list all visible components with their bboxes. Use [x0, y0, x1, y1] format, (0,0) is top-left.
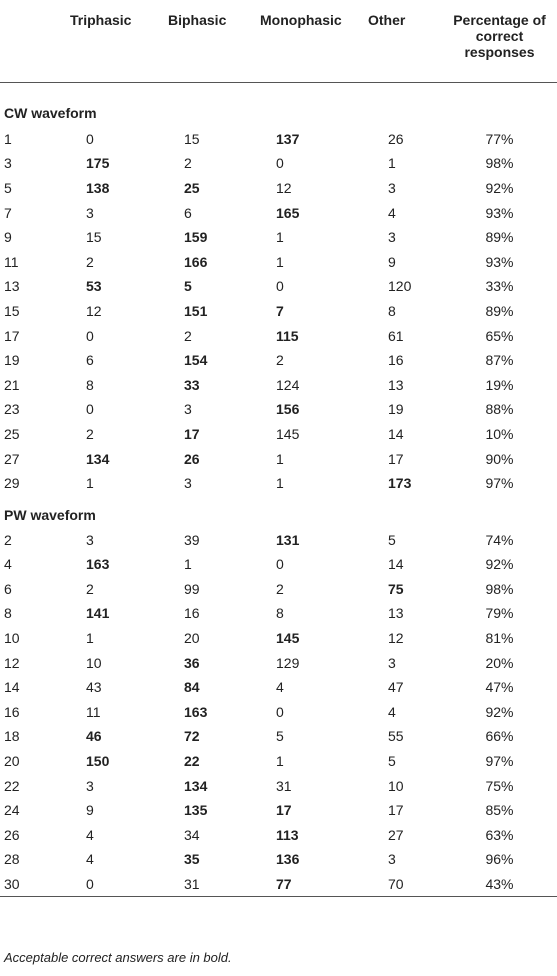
cell-row-id: 1 — [4, 130, 12, 147]
cell-biphasic: 72 — [184, 728, 200, 745]
cell-triphasic: 2 — [86, 580, 94, 597]
table-row — [0, 847, 557, 872]
cell-monophasic: 4 — [276, 679, 284, 696]
cell-triphasic: 46 — [86, 728, 102, 745]
cell-monophasic: 31 — [276, 777, 292, 794]
cell-row-id: 30 — [0, 872, 64, 897]
cell-other: 173 — [388, 475, 412, 492]
cell-monophasic: 124 — [276, 376, 300, 393]
table-row — [0, 650, 557, 675]
cell-other: 8 — [388, 302, 396, 319]
cell-monophasic: 136 — [276, 851, 300, 868]
cell-other: 13 — [388, 605, 404, 622]
cell-biphasic: 84 — [184, 679, 200, 696]
cell-row-id: 22 — [4, 777, 20, 794]
cell-triphasic: 150 — [86, 753, 110, 770]
cell-monophasic: 115 — [276, 327, 299, 344]
table-row — [0, 700, 557, 725]
cell-row-id: 8 — [4, 605, 12, 622]
cell-triphasic: 9 — [86, 802, 94, 819]
cell-monophasic: 1 — [276, 753, 284, 770]
cell-percentage: 33% — [485, 278, 514, 295]
cell-biphasic: 154 — [184, 352, 208, 369]
cell-row-id: 2 — [4, 531, 12, 548]
cell-monophasic: 17 — [276, 802, 292, 819]
cell-monophasic: 0 — [276, 556, 284, 573]
cell-other: 55 — [388, 728, 404, 745]
cell-triphasic: 4 — [86, 826, 94, 843]
cell-row-id: 18 — [4, 728, 20, 745]
cell-monophasic: 0 — [276, 278, 284, 295]
cell-row-id: 23 — [4, 401, 20, 418]
cell-other: 9 — [388, 253, 396, 270]
cell-percentage: 85% — [485, 802, 514, 819]
cell-triphasic: 2 — [86, 253, 94, 270]
cell-percentage: 77% — [485, 130, 514, 147]
table-row — [0, 773, 557, 798]
cell-triphasic: 3 — [86, 777, 94, 794]
cell-other: 14 — [388, 556, 404, 573]
cell-row-id: 16 — [4, 703, 20, 720]
cell-other: 5 — [388, 531, 396, 548]
cell-other: 19 — [388, 401, 404, 418]
cell-row-id: 26 — [4, 826, 20, 843]
cell-other: 17 — [388, 450, 404, 467]
cell-biphasic: 25 — [184, 179, 200, 196]
cell-triphasic: 2 — [86, 425, 94, 442]
cell-biphasic: 26 — [184, 450, 200, 467]
section-title: CW waveform — [4, 104, 97, 121]
cell-percentage: 43% — [442, 872, 557, 897]
section-row — [0, 495, 557, 527]
cell-biphasic: 135 — [184, 802, 208, 819]
cell-monophasic: 145 — [276, 425, 300, 442]
table-row — [0, 200, 557, 225]
cell-monophasic: 129 — [276, 654, 300, 671]
cell-row-id: 15 — [4, 302, 20, 319]
cell-triphasic: 12 — [86, 302, 102, 319]
cell-triphasic: 53 — [86, 278, 102, 295]
cell-row-id: 11 — [4, 253, 19, 270]
cell-biphasic: 159 — [184, 229, 208, 246]
cell-triphasic: 0 — [86, 130, 94, 147]
cell-triphasic: 175 — [86, 155, 110, 172]
header-triphasic: Triphasic — [70, 12, 132, 28]
cell-row-id: 3 — [4, 155, 12, 172]
cell-row-id: 5 — [4, 179, 12, 196]
cell-other: 120 — [388, 278, 412, 295]
cell-other: 10 — [388, 777, 404, 794]
table-row — [0, 749, 557, 774]
cell-percentage: 10% — [485, 425, 514, 442]
cell-biphasic: 166 — [184, 253, 208, 270]
cell-percentage: 89% — [485, 302, 514, 319]
cell-biphasic: 6 — [184, 204, 192, 221]
cell-row-id: 25 — [4, 425, 20, 442]
cell-row-id: 28 — [4, 851, 20, 868]
cell-biphasic: 15 — [184, 130, 200, 147]
header-row — [0, 0, 557, 82]
cell-monophasic: 131 — [276, 531, 300, 548]
table-row — [0, 274, 557, 299]
cell-monophasic: 165 — [276, 204, 300, 221]
cell-triphasic: 3 — [86, 204, 94, 221]
cell-triphasic: 163 — [86, 556, 110, 573]
cell-biphasic: 39 — [184, 531, 200, 548]
cell-row-id: 10 — [4, 630, 20, 647]
cell-other: 47 — [388, 679, 404, 696]
cell-percentage: 19% — [485, 376, 514, 393]
cell-biphasic: 34 — [184, 826, 200, 843]
table-row — [0, 249, 557, 274]
cell-triphasic: 0 — [86, 327, 94, 344]
cell-other: 16 — [388, 352, 404, 369]
section-title: PW waveform — [4, 507, 96, 524]
cell-monophasic: 8 — [276, 605, 284, 622]
table-row — [0, 176, 557, 201]
table-row — [0, 422, 557, 447]
cell-other: 1 — [388, 155, 396, 172]
header-percentage: Percentage of correct responses — [453, 12, 546, 60]
table-row — [0, 299, 557, 324]
cell-biphasic: 20 — [184, 630, 200, 647]
cell-percentage: 96% — [485, 851, 514, 868]
cell-other: 13 — [388, 376, 404, 393]
cell-other: 4 — [388, 204, 396, 221]
cell-biphasic: 17 — [184, 425, 200, 442]
cell-other: 61 — [388, 327, 404, 344]
cell-monophasic: 1 — [276, 450, 284, 467]
table-row — [0, 323, 557, 348]
table-row — [0, 372, 557, 397]
cell-other: 12 — [388, 630, 404, 647]
table-row — [0, 626, 557, 651]
table-row — [0, 151, 557, 176]
cell-percentage: 93% — [485, 204, 514, 221]
header-monophasic: Monophasic — [260, 12, 342, 28]
cell-percentage: 20% — [485, 654, 514, 671]
table-row — [0, 348, 557, 373]
cell-row-id: 20 — [4, 753, 20, 770]
table-row — [0, 798, 557, 823]
cell-row-id: 21 — [4, 376, 20, 393]
cell-monophasic: 1 — [276, 253, 284, 270]
cell-monophasic: 1 — [276, 229, 284, 246]
cell-row-id: 19 — [4, 352, 20, 369]
cell-biphasic: 1 — [184, 556, 192, 573]
cell-triphasic: 0 — [86, 401, 94, 418]
cell-triphasic: 4 — [86, 851, 94, 868]
cell-other: 75 — [388, 580, 404, 597]
header-row-id — [0, 0, 64, 82]
cell-biphasic: 3 — [184, 401, 192, 418]
cell-row-id: 14 — [4, 679, 20, 696]
cell-percentage: 92% — [485, 179, 514, 196]
cell-monophasic: 5 — [276, 728, 284, 745]
table-row — [0, 675, 557, 700]
cell-other: 3 — [388, 654, 396, 671]
cell-monophasic: 7 — [276, 302, 284, 319]
table-row — [0, 552, 557, 577]
table-header — [0, 0, 557, 82]
cell-percentage: 74% — [485, 531, 514, 548]
table-row — [0, 397, 557, 422]
table-row — [0, 577, 557, 602]
cell-other: 3 — [388, 229, 396, 246]
cell-biphasic: 134 — [184, 777, 208, 794]
cell-percentage: 98% — [485, 155, 514, 172]
cell-triphasic: 6 — [86, 352, 94, 369]
cell-monophasic: 1 — [276, 475, 284, 492]
table-row — [0, 724, 557, 749]
section-row — [0, 82, 557, 127]
cell-triphasic: 3 — [86, 531, 94, 548]
cell-row-id: 9 — [4, 229, 12, 246]
cell-monophasic: 0 — [276, 703, 284, 720]
cell-monophasic: 113 — [276, 826, 299, 843]
cell-percentage: 66% — [485, 728, 514, 745]
cell-biphasic: 3 — [184, 475, 192, 492]
cell-other: 3 — [388, 851, 396, 868]
cell-percentage: 87% — [485, 352, 514, 369]
cell-biphasic: 163 — [184, 703, 208, 720]
cell-biphasic: 5 — [184, 278, 192, 295]
table-footnote: Acceptable correct answers are in bold. — [4, 950, 232, 965]
cell-biphasic: 35 — [184, 851, 200, 868]
cell-percentage: 92% — [485, 703, 514, 720]
table-row — [0, 471, 557, 496]
cell-other: 70 — [362, 872, 442, 897]
cell-monophasic: 137 — [276, 130, 300, 147]
cell-biphasic: 2 — [184, 327, 192, 344]
cell-row-id: 24 — [4, 802, 20, 819]
table-row — [0, 446, 557, 471]
cell-other: 27 — [388, 826, 404, 843]
cell-triphasic: 134 — [86, 450, 110, 467]
cell-row-id: 7 — [4, 204, 12, 221]
table-body — [0, 82, 557, 897]
cell-percentage: 89% — [485, 229, 514, 246]
cell-biphasic: 99 — [184, 580, 200, 597]
cell-monophasic: 12 — [276, 179, 292, 196]
cell-percentage: 98% — [485, 580, 514, 597]
cell-triphasic: 141 — [86, 605, 110, 622]
cell-percentage: 47% — [485, 679, 514, 696]
cell-triphasic: 15 — [86, 229, 102, 246]
cell-percentage: 63% — [485, 826, 514, 843]
cell-percentage: 97% — [485, 475, 514, 492]
cell-monophasic: 77 — [254, 872, 362, 897]
cell-row-id: 6 — [4, 580, 12, 597]
cell-percentage: 81% — [485, 630, 514, 647]
cell-row-id: 13 — [4, 278, 20, 295]
cell-other: 4 — [388, 703, 396, 720]
cell-triphasic: 138 — [86, 179, 110, 196]
cell-monophasic: 156 — [276, 401, 300, 418]
cell-percentage: 90% — [485, 450, 514, 467]
cell-triphasic: 0 — [64, 872, 160, 897]
cell-percentage: 97% — [485, 753, 514, 770]
table-row — [0, 527, 557, 552]
cell-biphasic: 36 — [184, 654, 200, 671]
table-row — [0, 872, 557, 897]
cell-percentage: 93% — [485, 253, 514, 270]
cell-biphasic: 22 — [184, 753, 200, 770]
cell-biphasic: 31 — [160, 872, 254, 897]
cell-row-id: 12 — [4, 654, 20, 671]
cell-triphasic: 43 — [86, 679, 102, 696]
cell-monophasic: 0 — [276, 155, 284, 172]
cell-row-id: 17 — [4, 327, 20, 344]
cell-row-id: 27 — [4, 450, 20, 467]
table-row — [0, 601, 557, 626]
table-row — [0, 225, 557, 250]
cell-percentage: 79% — [485, 605, 514, 622]
cell-monophasic: 145 — [276, 630, 300, 647]
cell-biphasic: 151 — [184, 302, 208, 319]
table-row — [0, 823, 557, 848]
cell-monophasic: 2 — [276, 352, 284, 369]
cell-triphasic: 11 — [86, 703, 101, 720]
cell-other: 3 — [388, 179, 396, 196]
cell-biphasic: 16 — [184, 605, 200, 622]
cell-triphasic: 8 — [86, 376, 94, 393]
cell-triphasic: 1 — [86, 630, 94, 647]
cell-other: 5 — [388, 753, 396, 770]
table-row — [0, 127, 557, 152]
cell-biphasic: 2 — [184, 155, 192, 172]
cell-row-id: 29 — [4, 475, 20, 492]
cell-row-id: 4 — [4, 556, 12, 573]
cell-monophasic: 2 — [276, 580, 284, 597]
cell-other: 26 — [388, 130, 404, 147]
header-biphasic: Biphasic — [168, 12, 227, 28]
cell-triphasic: 10 — [86, 654, 102, 671]
cell-biphasic: 33 — [184, 376, 200, 393]
cell-other: 17 — [388, 802, 404, 819]
cell-percentage: 88% — [485, 401, 514, 418]
header-other: Other — [368, 12, 406, 28]
cell-percentage: 75% — [485, 777, 514, 794]
cell-percentage: 65% — [485, 327, 514, 344]
cell-other: 14 — [388, 425, 404, 442]
cell-percentage: 92% — [485, 556, 514, 573]
cell-triphasic: 1 — [86, 475, 94, 492]
